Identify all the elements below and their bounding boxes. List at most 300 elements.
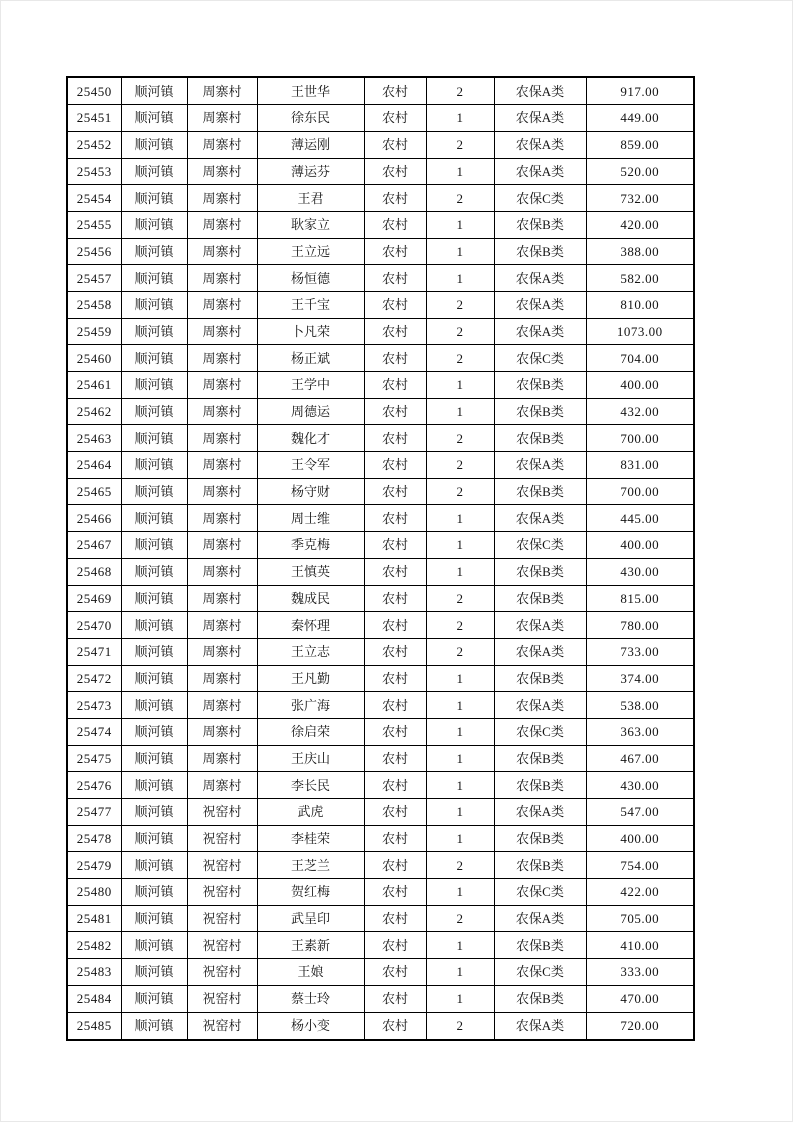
insurance-class-cell: 农保A类 xyxy=(494,318,586,345)
record-id-cell: 25455 xyxy=(67,211,121,238)
town-cell: 顺河镇 xyxy=(121,799,187,826)
town-cell: 顺河镇 xyxy=(121,185,187,212)
name-cell: 李长民 xyxy=(257,772,364,799)
village-cell: 周寨村 xyxy=(187,478,257,505)
table-row xyxy=(67,959,694,986)
person-count-cell: 1 xyxy=(426,372,494,399)
village-cell: 祝窑村 xyxy=(187,1012,257,1040)
village-cell: 周寨村 xyxy=(187,398,257,425)
table-row xyxy=(67,638,694,665)
name-cell: 王千宝 xyxy=(257,291,364,318)
person-count-cell: 2 xyxy=(426,1012,494,1040)
household-type-cell: 农村 xyxy=(364,638,426,665)
person-count-cell: 2 xyxy=(426,77,494,105)
person-count-cell: 1 xyxy=(426,692,494,719)
town-cell: 顺河镇 xyxy=(121,211,187,238)
record-id-cell: 25450 xyxy=(67,77,121,105)
amount-cell: 430.00 xyxy=(586,772,694,799)
record-id-cell: 25475 xyxy=(67,745,121,772)
village-cell: 周寨村 xyxy=(187,612,257,639)
table-row xyxy=(67,211,694,238)
name-cell: 徐启荣 xyxy=(257,718,364,745)
town-cell: 顺河镇 xyxy=(121,772,187,799)
amount-cell: 363.00 xyxy=(586,718,694,745)
household-type-cell: 农村 xyxy=(364,398,426,425)
person-count-cell: 2 xyxy=(426,638,494,665)
town-cell: 顺河镇 xyxy=(121,398,187,425)
table-row xyxy=(67,558,694,585)
insurance-class-cell: 农保B类 xyxy=(494,772,586,799)
insurance-class-cell: 农保A类 xyxy=(494,105,586,132)
name-cell: 王芝兰 xyxy=(257,852,364,879)
amount-cell: 430.00 xyxy=(586,558,694,585)
town-cell: 顺河镇 xyxy=(121,532,187,559)
table-row xyxy=(67,452,694,479)
amount-cell: 815.00 xyxy=(586,585,694,612)
village-cell: 周寨村 xyxy=(187,665,257,692)
name-cell: 王素新 xyxy=(257,932,364,959)
insurance-class-cell: 农保B类 xyxy=(494,825,586,852)
record-id-cell: 25456 xyxy=(67,238,121,265)
name-cell: 王君 xyxy=(257,185,364,212)
table-row xyxy=(67,532,694,559)
person-count-cell: 1 xyxy=(426,959,494,986)
village-cell: 周寨村 xyxy=(187,185,257,212)
person-count-cell: 2 xyxy=(426,612,494,639)
town-cell: 顺河镇 xyxy=(121,905,187,932)
name-cell: 杨小变 xyxy=(257,1012,364,1040)
person-count-cell: 2 xyxy=(426,852,494,879)
person-count-cell: 1 xyxy=(426,665,494,692)
amount-cell: 705.00 xyxy=(586,905,694,932)
person-count-cell: 1 xyxy=(426,558,494,585)
town-cell: 顺河镇 xyxy=(121,852,187,879)
person-count-cell: 2 xyxy=(426,291,494,318)
amount-cell: 720.00 xyxy=(586,1012,694,1040)
insurance-class-cell: 农保A类 xyxy=(494,905,586,932)
village-cell: 祝窑村 xyxy=(187,852,257,879)
town-cell: 顺河镇 xyxy=(121,745,187,772)
insurance-class-cell: 农保B类 xyxy=(494,852,586,879)
name-cell: 武呈印 xyxy=(257,905,364,932)
name-cell: 薄运刚 xyxy=(257,131,364,158)
record-id-cell: 25479 xyxy=(67,852,121,879)
village-cell: 周寨村 xyxy=(187,318,257,345)
record-id-cell: 25471 xyxy=(67,638,121,665)
amount-cell: 582.00 xyxy=(586,265,694,292)
amount-cell: 333.00 xyxy=(586,959,694,986)
amount-cell: 520.00 xyxy=(586,158,694,185)
town-cell: 顺河镇 xyxy=(121,1012,187,1040)
insurance-class-cell: 农保A类 xyxy=(494,77,586,105)
name-cell: 王庆山 xyxy=(257,745,364,772)
record-id-cell: 25476 xyxy=(67,772,121,799)
name-cell: 周士维 xyxy=(257,505,364,532)
record-id-cell: 25452 xyxy=(67,131,121,158)
village-cell: 周寨村 xyxy=(187,105,257,132)
person-count-cell: 1 xyxy=(426,799,494,826)
table-row xyxy=(67,932,694,959)
village-cell: 周寨村 xyxy=(187,345,257,372)
household-type-cell: 农村 xyxy=(364,185,426,212)
town-cell: 顺河镇 xyxy=(121,879,187,906)
insurance-class-cell: 农保C类 xyxy=(494,345,586,372)
insurance-class-cell: 农保A类 xyxy=(494,692,586,719)
town-cell: 顺河镇 xyxy=(121,318,187,345)
town-cell: 顺河镇 xyxy=(121,345,187,372)
table-row xyxy=(67,131,694,158)
insurance-class-cell: 农保B类 xyxy=(494,558,586,585)
town-cell: 顺河镇 xyxy=(121,131,187,158)
person-count-cell: 1 xyxy=(426,238,494,265)
person-count-cell: 1 xyxy=(426,825,494,852)
household-type-cell: 农村 xyxy=(364,318,426,345)
record-id-cell: 25480 xyxy=(67,879,121,906)
household-type-cell: 农村 xyxy=(364,345,426,372)
insurance-class-cell: 农保A类 xyxy=(494,799,586,826)
town-cell: 顺河镇 xyxy=(121,425,187,452)
name-cell: 周德运 xyxy=(257,398,364,425)
amount-cell: 754.00 xyxy=(586,852,694,879)
household-type-cell: 农村 xyxy=(364,131,426,158)
village-cell: 祝窑村 xyxy=(187,932,257,959)
record-id-cell: 25478 xyxy=(67,825,121,852)
name-cell: 杨守财 xyxy=(257,478,364,505)
record-id-cell: 25463 xyxy=(67,425,121,452)
town-cell: 顺河镇 xyxy=(121,291,187,318)
town-cell: 顺河镇 xyxy=(121,77,187,105)
town-cell: 顺河镇 xyxy=(121,665,187,692)
household-type-cell: 农村 xyxy=(364,772,426,799)
insurance-class-cell: 农保A类 xyxy=(494,505,586,532)
name-cell: 季克梅 xyxy=(257,532,364,559)
insurance-class-cell: 农保B类 xyxy=(494,665,586,692)
household-type-cell: 农村 xyxy=(364,932,426,959)
table-row xyxy=(67,772,694,799)
village-cell: 周寨村 xyxy=(187,772,257,799)
person-count-cell: 2 xyxy=(426,905,494,932)
record-id-cell: 25482 xyxy=(67,932,121,959)
village-cell: 祝窑村 xyxy=(187,985,257,1012)
village-cell: 周寨村 xyxy=(187,745,257,772)
name-cell: 张广海 xyxy=(257,692,364,719)
person-count-cell: 1 xyxy=(426,718,494,745)
village-cell: 周寨村 xyxy=(187,585,257,612)
town-cell: 顺河镇 xyxy=(121,558,187,585)
household-type-cell: 农村 xyxy=(364,105,426,132)
household-type-cell: 农村 xyxy=(364,959,426,986)
person-count-cell: 2 xyxy=(426,452,494,479)
amount-cell: 538.00 xyxy=(586,692,694,719)
village-cell: 周寨村 xyxy=(187,238,257,265)
person-count-cell: 1 xyxy=(426,265,494,292)
record-id-cell: 25484 xyxy=(67,985,121,1012)
table-row xyxy=(67,612,694,639)
name-cell: 王令军 xyxy=(257,452,364,479)
household-type-cell: 农村 xyxy=(364,799,426,826)
town-cell: 顺河镇 xyxy=(121,265,187,292)
person-count-cell: 2 xyxy=(426,478,494,505)
household-type-cell: 农村 xyxy=(364,425,426,452)
record-id-cell: 25459 xyxy=(67,318,121,345)
table-row xyxy=(67,478,694,505)
table-row xyxy=(67,505,694,532)
household-type-cell: 农村 xyxy=(364,585,426,612)
person-count-cell: 1 xyxy=(426,398,494,425)
name-cell: 卜凡荣 xyxy=(257,318,364,345)
person-count-cell: 1 xyxy=(426,105,494,132)
name-cell: 杨恒德 xyxy=(257,265,364,292)
table-row xyxy=(67,185,694,212)
record-id-cell: 25461 xyxy=(67,372,121,399)
village-cell: 周寨村 xyxy=(187,211,257,238)
name-cell: 武虎 xyxy=(257,799,364,826)
insurance-class-cell: 农保A类 xyxy=(494,612,586,639)
record-id-cell: 25460 xyxy=(67,345,121,372)
insurance-class-cell: 农保B类 xyxy=(494,372,586,399)
table-row xyxy=(67,1012,694,1040)
village-cell: 祝窑村 xyxy=(187,879,257,906)
person-count-cell: 1 xyxy=(426,532,494,559)
village-cell: 周寨村 xyxy=(187,291,257,318)
table-row xyxy=(67,291,694,318)
record-id-cell: 25470 xyxy=(67,612,121,639)
person-count-cell: 2 xyxy=(426,345,494,372)
household-type-cell: 农村 xyxy=(364,372,426,399)
amount-cell: 445.00 xyxy=(586,505,694,532)
table-row xyxy=(67,585,694,612)
insurance-class-cell: 农保C类 xyxy=(494,879,586,906)
record-id-cell: 25474 xyxy=(67,718,121,745)
table-row xyxy=(67,905,694,932)
town-cell: 顺河镇 xyxy=(121,452,187,479)
household-type-cell: 农村 xyxy=(364,505,426,532)
town-cell: 顺河镇 xyxy=(121,478,187,505)
village-cell: 周寨村 xyxy=(187,77,257,105)
amount-cell: 422.00 xyxy=(586,879,694,906)
village-cell: 周寨村 xyxy=(187,265,257,292)
insurance-class-cell: 农保B类 xyxy=(494,745,586,772)
insurance-class-cell: 农保B类 xyxy=(494,585,586,612)
town-cell: 顺河镇 xyxy=(121,238,187,265)
table-row xyxy=(67,105,694,132)
amount-cell: 780.00 xyxy=(586,612,694,639)
household-type-cell: 农村 xyxy=(364,532,426,559)
amount-cell: 400.00 xyxy=(586,532,694,559)
record-id-cell: 25454 xyxy=(67,185,121,212)
table-row xyxy=(67,825,694,852)
insurance-class-cell: 农保A类 xyxy=(494,452,586,479)
insurance-class-cell: 农保A类 xyxy=(494,291,586,318)
table-row xyxy=(67,985,694,1012)
household-type-cell: 农村 xyxy=(364,158,426,185)
person-count-cell: 1 xyxy=(426,932,494,959)
amount-cell: 732.00 xyxy=(586,185,694,212)
name-cell: 王凡勤 xyxy=(257,665,364,692)
name-cell: 魏成民 xyxy=(257,585,364,612)
name-cell: 蔡士玲 xyxy=(257,985,364,1012)
record-id-cell: 25485 xyxy=(67,1012,121,1040)
amount-cell: 374.00 xyxy=(586,665,694,692)
insurance-class-cell: 农保B类 xyxy=(494,238,586,265)
insurance-class-cell: 农保A类 xyxy=(494,638,586,665)
insurance-class-cell: 农保A类 xyxy=(494,1012,586,1040)
amount-cell: 547.00 xyxy=(586,799,694,826)
town-cell: 顺河镇 xyxy=(121,372,187,399)
name-cell: 王立志 xyxy=(257,638,364,665)
insurance-class-cell: 农保C类 xyxy=(494,718,586,745)
village-cell: 周寨村 xyxy=(187,692,257,719)
record-id-cell: 25467 xyxy=(67,532,121,559)
record-id-cell: 25466 xyxy=(67,505,121,532)
name-cell: 王学中 xyxy=(257,372,364,399)
record-id-cell: 25481 xyxy=(67,905,121,932)
insurance-class-cell: 农保B类 xyxy=(494,211,586,238)
village-cell: 周寨村 xyxy=(187,532,257,559)
amount-cell: 810.00 xyxy=(586,291,694,318)
record-id-cell: 25468 xyxy=(67,558,121,585)
name-cell: 秦怀理 xyxy=(257,612,364,639)
amount-cell: 700.00 xyxy=(586,425,694,452)
town-cell: 顺河镇 xyxy=(121,718,187,745)
record-id-cell: 25477 xyxy=(67,799,121,826)
record-id-cell: 25462 xyxy=(67,398,121,425)
household-type-cell: 农村 xyxy=(364,238,426,265)
amount-cell: 470.00 xyxy=(586,985,694,1012)
table-row xyxy=(67,158,694,185)
record-id-cell: 25469 xyxy=(67,585,121,612)
record-id-cell: 25458 xyxy=(67,291,121,318)
name-cell: 耿家立 xyxy=(257,211,364,238)
amount-cell: 917.00 xyxy=(586,77,694,105)
table-row xyxy=(67,318,694,345)
household-type-cell: 农村 xyxy=(364,291,426,318)
village-cell: 周寨村 xyxy=(187,718,257,745)
amount-cell: 831.00 xyxy=(586,452,694,479)
household-type-cell: 农村 xyxy=(364,265,426,292)
insurance-class-cell: 农保B类 xyxy=(494,985,586,1012)
table-row xyxy=(67,398,694,425)
table-row xyxy=(67,799,694,826)
table-row xyxy=(67,718,694,745)
amount-cell: 388.00 xyxy=(586,238,694,265)
amount-cell: 467.00 xyxy=(586,745,694,772)
record-id-cell: 25473 xyxy=(67,692,121,719)
name-cell: 王立远 xyxy=(257,238,364,265)
person-count-cell: 1 xyxy=(426,879,494,906)
amount-cell: 704.00 xyxy=(586,345,694,372)
amount-cell: 400.00 xyxy=(586,372,694,399)
town-cell: 顺河镇 xyxy=(121,585,187,612)
town-cell: 顺河镇 xyxy=(121,505,187,532)
record-id-cell: 25472 xyxy=(67,665,121,692)
table-row xyxy=(67,879,694,906)
household-type-cell: 农村 xyxy=(364,692,426,719)
person-count-cell: 1 xyxy=(426,211,494,238)
household-type-cell: 农村 xyxy=(364,985,426,1012)
insurance-class-cell: 农保B类 xyxy=(494,932,586,959)
name-cell: 薄运芬 xyxy=(257,158,364,185)
record-id-cell: 25453 xyxy=(67,158,121,185)
household-type-cell: 农村 xyxy=(364,558,426,585)
person-count-cell: 2 xyxy=(426,131,494,158)
record-id-cell: 25483 xyxy=(67,959,121,986)
town-cell: 顺河镇 xyxy=(121,985,187,1012)
table-row xyxy=(67,238,694,265)
village-cell: 周寨村 xyxy=(187,372,257,399)
household-type-cell: 农村 xyxy=(364,852,426,879)
name-cell: 王娘 xyxy=(257,959,364,986)
household-type-cell: 农村 xyxy=(364,665,426,692)
person-count-cell: 1 xyxy=(426,985,494,1012)
amount-cell: 432.00 xyxy=(586,398,694,425)
village-cell: 周寨村 xyxy=(187,158,257,185)
village-cell: 周寨村 xyxy=(187,131,257,158)
household-type-cell: 农村 xyxy=(364,612,426,639)
household-type-cell: 农村 xyxy=(364,478,426,505)
town-cell: 顺河镇 xyxy=(121,612,187,639)
village-cell: 周寨村 xyxy=(187,452,257,479)
table-row xyxy=(67,345,694,372)
village-cell: 祝窑村 xyxy=(187,959,257,986)
amount-cell: 400.00 xyxy=(586,825,694,852)
household-type-cell: 农村 xyxy=(364,745,426,772)
table-row xyxy=(67,425,694,452)
household-type-cell: 农村 xyxy=(364,718,426,745)
amount-cell: 733.00 xyxy=(586,638,694,665)
person-count-cell: 1 xyxy=(426,505,494,532)
amount-cell: 859.00 xyxy=(586,131,694,158)
table-row xyxy=(67,852,694,879)
insurance-class-cell: 农保B类 xyxy=(494,398,586,425)
household-type-cell: 农村 xyxy=(364,879,426,906)
amount-cell: 420.00 xyxy=(586,211,694,238)
amount-cell: 1073.00 xyxy=(586,318,694,345)
person-count-cell: 2 xyxy=(426,425,494,452)
village-cell: 祝窑村 xyxy=(187,905,257,932)
person-count-cell: 2 xyxy=(426,185,494,212)
household-type-cell: 农村 xyxy=(364,77,426,105)
household-type-cell: 农村 xyxy=(364,211,426,238)
table-body xyxy=(67,77,694,1040)
amount-cell: 410.00 xyxy=(586,932,694,959)
amount-cell: 449.00 xyxy=(586,105,694,132)
record-id-cell: 25464 xyxy=(67,452,121,479)
village-cell: 祝窑村 xyxy=(187,825,257,852)
village-cell: 周寨村 xyxy=(187,505,257,532)
name-cell: 贺红梅 xyxy=(257,879,364,906)
amount-cell: 700.00 xyxy=(586,478,694,505)
household-type-cell: 农村 xyxy=(364,452,426,479)
name-cell: 魏化才 xyxy=(257,425,364,452)
name-cell: 徐东民 xyxy=(257,105,364,132)
name-cell: 杨正斌 xyxy=(257,345,364,372)
village-cell: 周寨村 xyxy=(187,425,257,452)
name-cell: 王世华 xyxy=(257,77,364,105)
person-count-cell: 2 xyxy=(426,585,494,612)
town-cell: 顺河镇 xyxy=(121,959,187,986)
insurance-class-cell: 农保A类 xyxy=(494,131,586,158)
town-cell: 顺河镇 xyxy=(121,105,187,132)
household-type-cell: 农村 xyxy=(364,825,426,852)
table-row xyxy=(67,77,694,105)
town-cell: 顺河镇 xyxy=(121,825,187,852)
village-cell: 周寨村 xyxy=(187,558,257,585)
insurance-class-cell: 农保C类 xyxy=(494,532,586,559)
pension-roster-table xyxy=(66,76,695,1041)
town-cell: 顺河镇 xyxy=(121,932,187,959)
village-cell: 周寨村 xyxy=(187,638,257,665)
